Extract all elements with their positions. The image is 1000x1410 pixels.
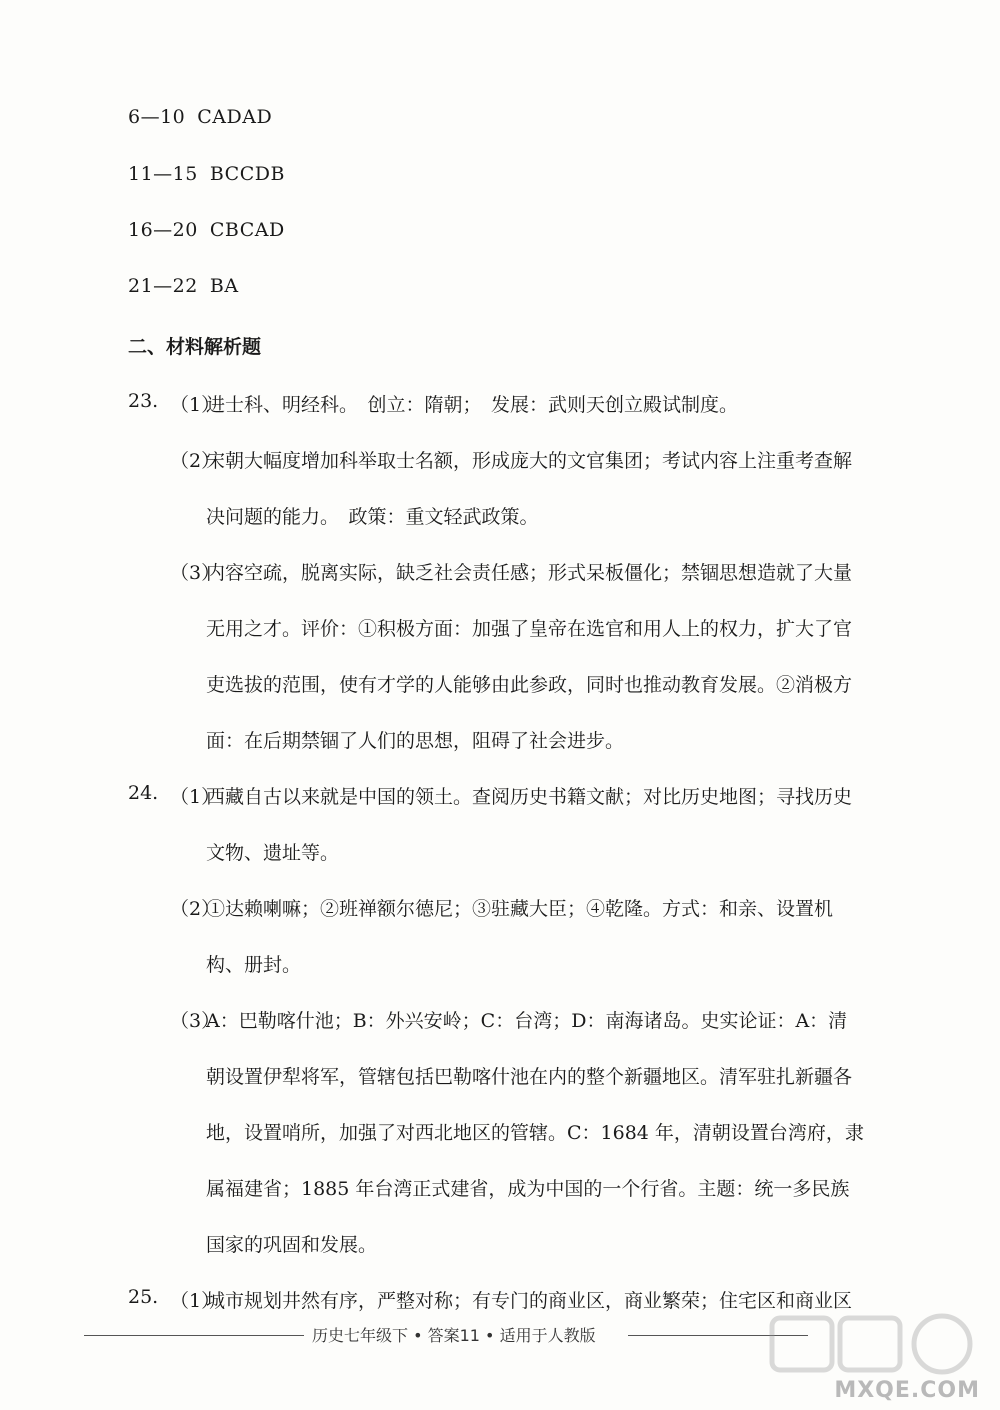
answer-text: 朝设置伊犁将军，管辖包括巴勒喀什池在内的整个新疆地区。清军驻扎新疆各: [206, 1066, 853, 1088]
answer-range: 21—22: [128, 275, 198, 297]
answer-text: 进士科、明经科。 创立：隋朝； 发展：武则天创立殿试制度。: [206, 394, 739, 416]
answer-text: 属福建省；1885 年台湾正式建省，成为中国的一个行省。主题：统一多民族: [206, 1178, 850, 1200]
part-label: （3）: [170, 1010, 221, 1032]
question-number: 25.: [128, 1286, 159, 1308]
part-label: （3）: [170, 562, 221, 584]
answer-letters: CBCAD: [209, 219, 285, 241]
answer-text: 西藏自古以来就是中国的领土。查阅历史书籍文献；对比历史地图；寻找历史: [206, 786, 853, 808]
answer-range: 6—10: [128, 106, 186, 128]
answer-text: 面：在后期禁锢了人们的思想，阻碍了社会进步。: [206, 730, 625, 752]
answer-text: A：巴勒喀什池；B：外兴安岭；C：台湾；D：南海诸岛。史实论证：A：清: [206, 1010, 848, 1032]
answer-letters: BA: [209, 275, 239, 297]
answer-text: 决问题的能力。 政策：重文轻武政策。: [206, 506, 539, 528]
part-label: （1）: [170, 394, 221, 416]
answer-text: 无用之才。评价：①积极方面：加强了皇帝在选官和用人上的权力，扩大了官: [206, 618, 853, 640]
answer-row: [128, 163, 285, 185]
answer-text: 城市规划井然有序，严整对称；有专门的商业区，商业繁荣；住宅区和商业区: [206, 1290, 853, 1312]
answer-letters: CADAD: [197, 106, 273, 128]
question-number: 24.: [128, 782, 159, 804]
answer-letters: BCCDB: [209, 163, 285, 185]
page-footer: 历史七年级下 • 答案11 • 适用于人教版: [312, 1326, 596, 1345]
answer-range: 16—20: [128, 219, 198, 241]
question-number: 23.: [128, 390, 159, 412]
part-label: （1）: [170, 786, 221, 808]
answer-range: 11—15: [128, 163, 198, 185]
answer-text: 内容空疏，脱离实际，缺乏社会责任感；形式呆板僵化；禁锢思想造就了大量: [206, 562, 853, 584]
answer-text: 国家的巩固和发展。: [206, 1234, 378, 1256]
section-title: 二、材料解析题: [128, 336, 262, 358]
answer-text: ①达赖喇嘛；②班禅额尔德尼；③驻藏大臣；④乾隆。方式：和亲、设置机: [206, 898, 834, 920]
answer-row: [128, 275, 239, 297]
part-label: （2）: [170, 450, 221, 472]
answer-text: 吏选拔的范围，使有才学的人能够由此参政，同时也推动教育发展。②消极方: [206, 674, 853, 696]
answer-row: [128, 106, 272, 128]
part-label: （1）: [170, 1290, 221, 1312]
footer-rule-left: [84, 1335, 304, 1336]
answer-text: 宋朝大幅度增加科举取士名额，形成庞大的文官集团；考试内容上注重考查解: [206, 450, 853, 472]
part-label: （2）: [170, 898, 221, 920]
answer-text: 构、册封。: [206, 954, 302, 976]
answer-text: 地，设置哨所，加强了对西北地区的管辖。C：1684 年，清朝设置台湾府，隶: [206, 1122, 864, 1144]
answer-row: [128, 219, 285, 241]
answer-text: 文物、遗址等。: [206, 842, 340, 864]
watermark-text: MXQE.COM: [834, 1378, 980, 1403]
